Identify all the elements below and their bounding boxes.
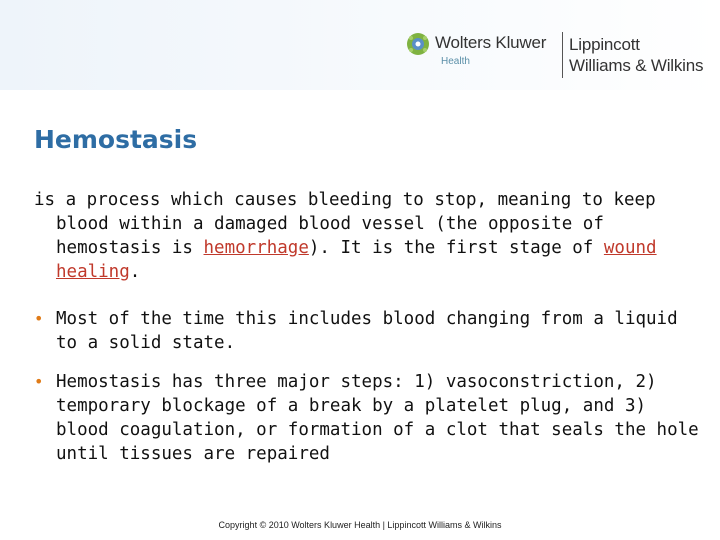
logo-division-text: Health [441,56,470,67]
bullet-marker-icon: • [34,309,44,328]
slide-title: Hemostasis [34,125,198,154]
bullet-text: Hemostasis has three major steps: 1) vasoconstriction, 2) temporary blockage of a break by a platelet plug, and 3) blood coagulation, or formation of a clot that seals the hole until tissues are repaired [56,372,699,464]
publisher-logo [406,30,716,80]
copyright-footer: Copyright © 2010 Wolters Kluwer Health | Lippincott Williams & Wilkins [218,520,502,530]
bullet-marker-icon: • [34,372,44,391]
wound-healing-link[interactable]: wound healing [56,238,657,282]
logo-imprint [569,34,703,76]
intro-paragraph [34,188,704,284]
bullet-item [34,370,704,466]
intro-text-3: . [129,262,141,282]
logo-imprint-line2: Williams & Wilkins [569,56,704,75]
intro-text-1: is a process which causes bleeding to stop, meaning to keep blood within a damaged blood vessel (the opposite of hemostasis is [34,190,656,258]
bullet-text: Most of the time this includes blood changing from a liquid to a solid state. [56,309,678,353]
logo-divider [562,32,563,78]
bullet-item [34,307,704,355]
globe-logo-icon [406,32,430,56]
logo-brand-text: Wolters Kluwer [435,33,547,52]
intro-text-2: ). It is the first stage of [308,238,604,258]
slide-body [34,188,704,466]
logo-imprint-line1: Lippincott [569,35,640,54]
hemorrhage-link[interactable]: hemorrhage [203,238,309,258]
